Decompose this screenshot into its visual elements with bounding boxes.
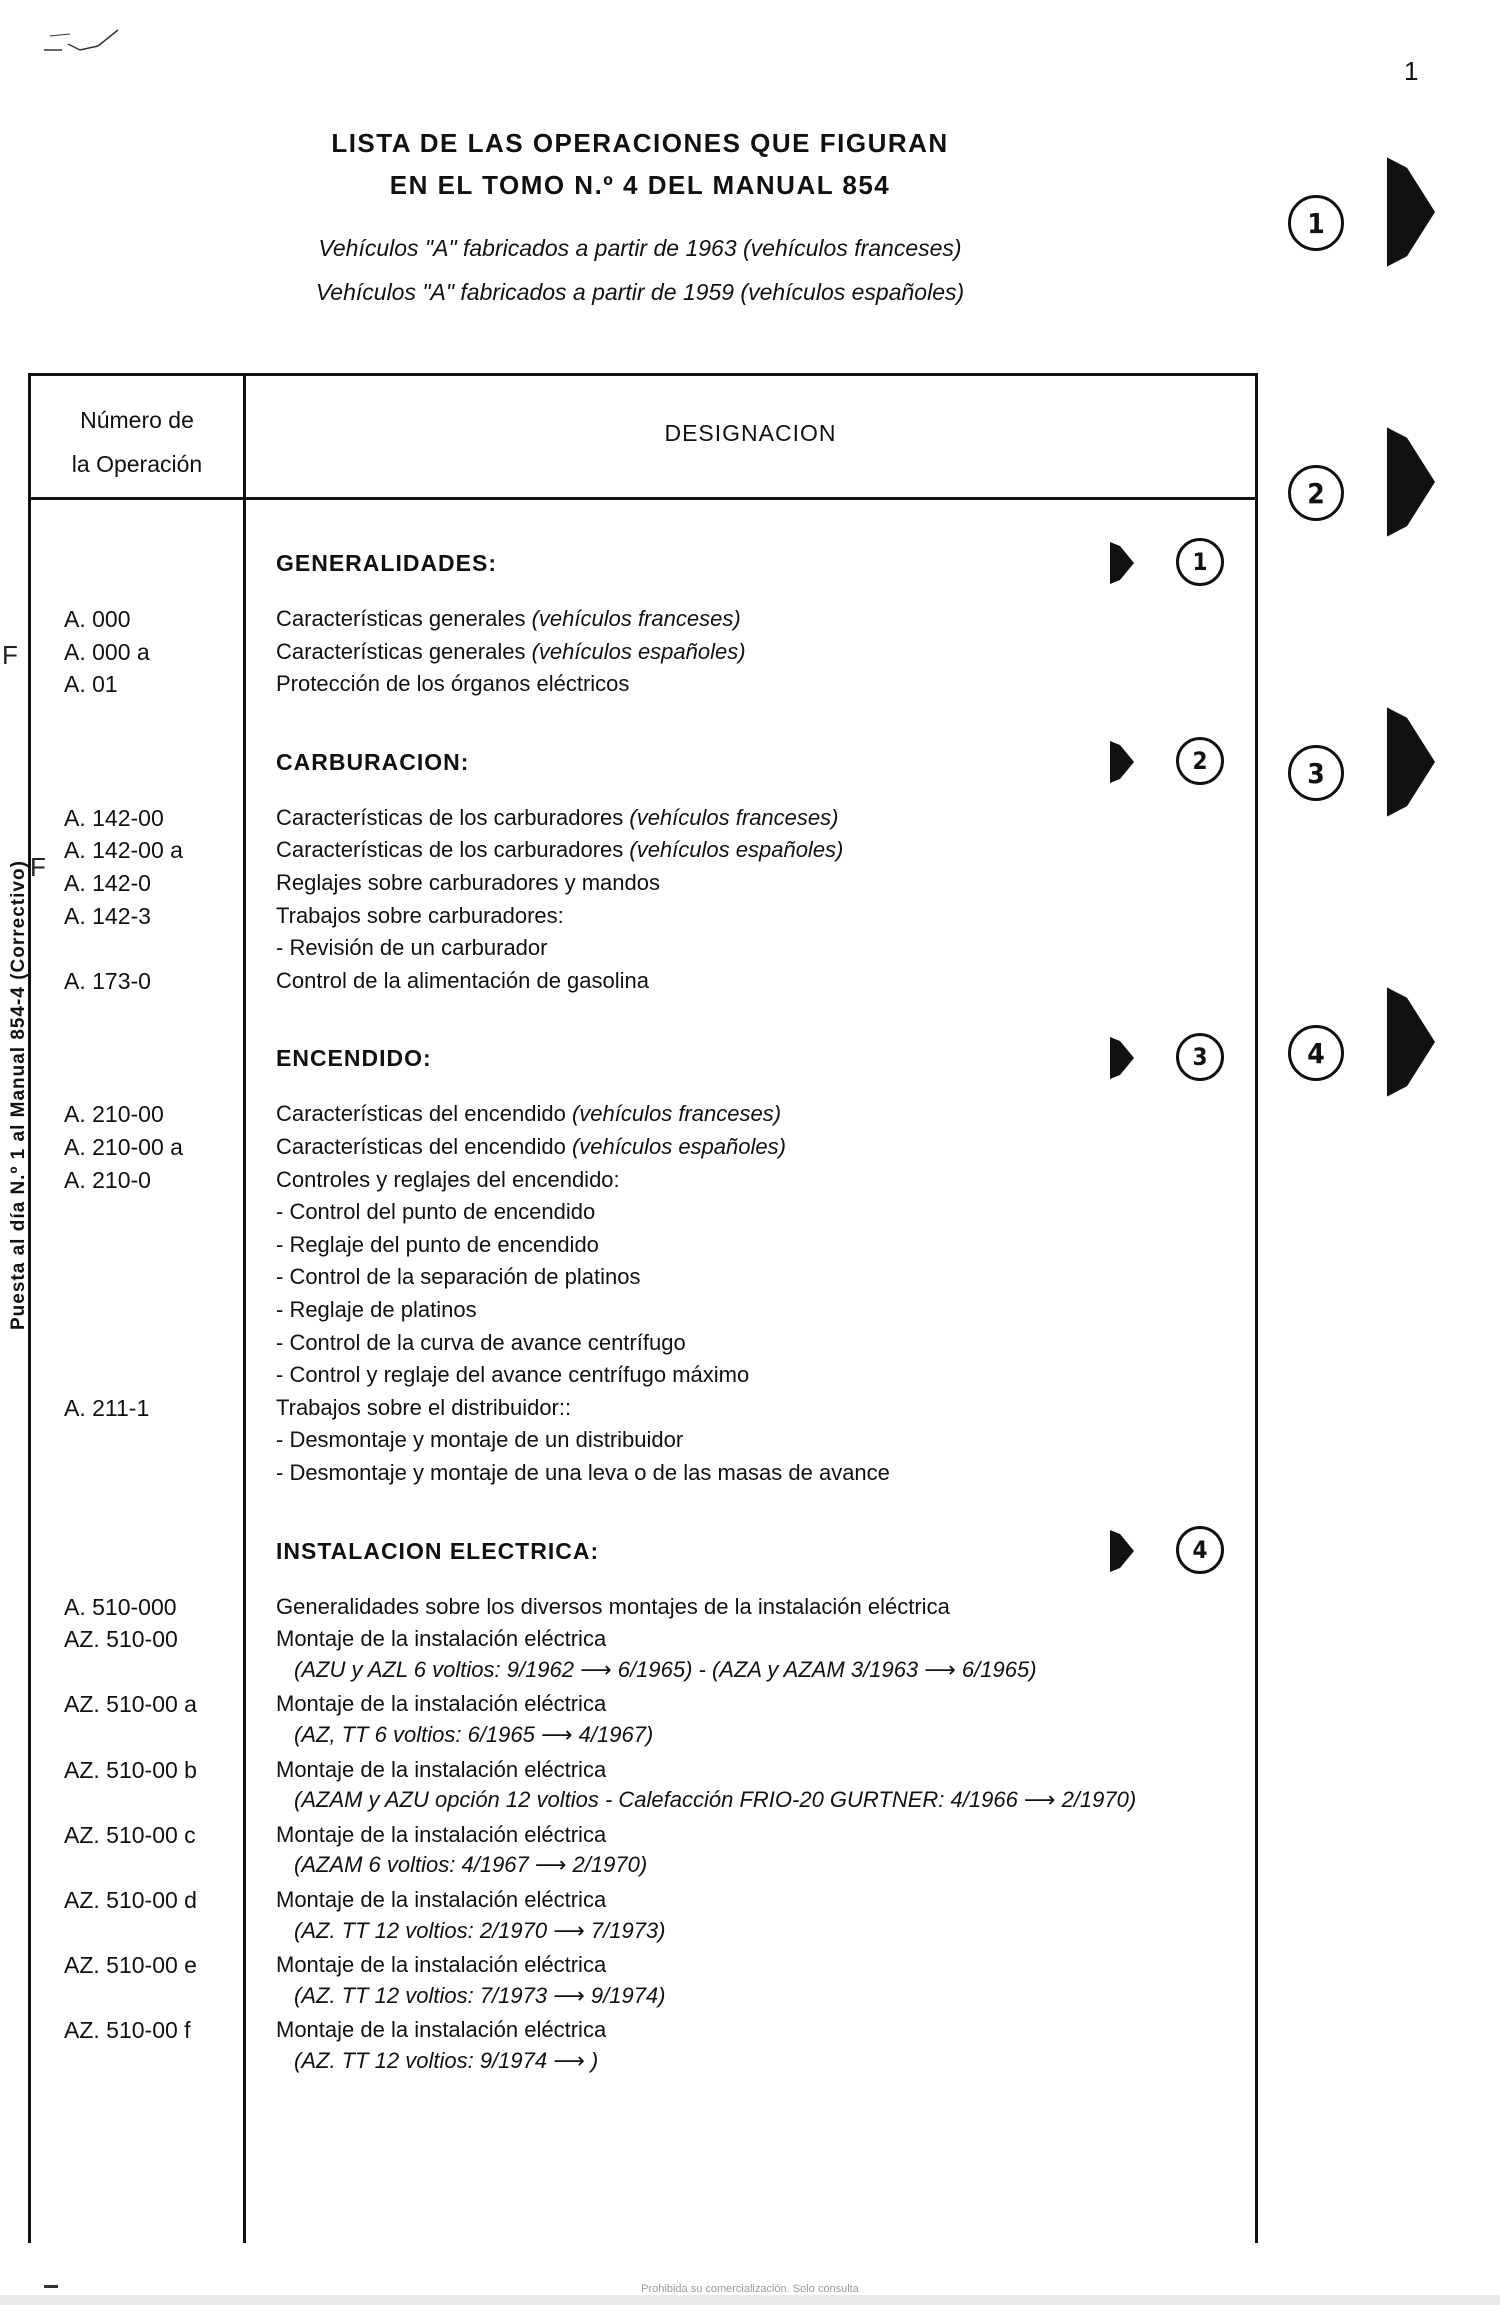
- operation-code: A. 01: [64, 671, 118, 698]
- operation-description-text: Montaje de la instalación eléctrica: [276, 1756, 607, 1782]
- margin-mark: F: [2, 640, 18, 670]
- arrow-right-icon: [1108, 1526, 1136, 1576]
- operation-description-text: - Reglaje de platinos: [276, 1297, 477, 1322]
- operation-description: [276, 1757, 606, 1783]
- operation-description-text: Características generales: [276, 638, 532, 664]
- operation-period-note: (AZ. TT 12 voltios: 9/1974 ⟶ ): [294, 2048, 599, 2073]
- header-number-line2: la Operación: [71, 451, 203, 477]
- operation-code: AZ. 510-00 e: [64, 1952, 197, 1979]
- operation-description: [276, 1887, 606, 1913]
- header-number-line1: Número de: [80, 407, 194, 433]
- section-marker-circle: 4: [1176, 1526, 1224, 1574]
- margin-mark: F: [30, 852, 46, 882]
- operation-code: AZ. 510-00 c: [64, 1821, 196, 1848]
- operation-description: [276, 639, 746, 665]
- number-column: [30, 499, 245, 2244]
- operation-description-text: - Desmontaje y montaje de un distribuidor: [276, 1427, 684, 1453]
- section-title: GENERALIDADES:: [276, 550, 498, 576]
- operation-description-text: Montaje de la instalación eléctrica: [276, 2017, 607, 2043]
- arrow-right-icon: [1383, 697, 1439, 827]
- operation-code: AZ. 510-00 d: [64, 1887, 197, 1913]
- operation-period-note: (AZAM y AZU opción 12 voltios - Calefacción FRIO-20 GURTNER: 4/1966 ⟶ 2/1970): [294, 1787, 1137, 1813]
- operation-code: A. 211-1: [64, 1394, 150, 1421]
- operation-description: [276, 968, 649, 994]
- operation-vehicle-note: (vehículos españoles): [629, 837, 844, 863]
- operation-code: AZ. 510-00 b: [64, 1756, 197, 1783]
- operation-period-note: (AZAM 6 voltios: 4/1967 ⟶ 2/1970): [294, 1852, 648, 1878]
- operation-description-text: Montaje de la instalación eléctrica: [276, 1952, 607, 1978]
- operation-description-text: Características del encendido: [276, 1134, 572, 1159]
- operation-description: [276, 1626, 606, 1652]
- operation-description: [276, 837, 843, 863]
- operation-description: [276, 1691, 606, 1717]
- operation-description: [276, 2017, 606, 2043]
- operation-description-text: Características de los carburadores: [276, 804, 630, 830]
- operation-description-text: Trabajos sobre el distribuidor::: [276, 1394, 572, 1420]
- arrow-right-icon: [1108, 538, 1136, 588]
- operation-description: [276, 1232, 599, 1258]
- operation-description-text: - Control de la separación de platinos: [276, 1264, 641, 1290]
- operation-code: A. 142-00: [64, 804, 164, 831]
- operation-description: [276, 935, 547, 961]
- circled-number-marker: 1: [1288, 195, 1344, 251]
- operation-code: A. 142-00 a: [64, 837, 183, 864]
- operation-description-text: Trabajos sobre carburadores:: [276, 902, 564, 928]
- footer-notice: Prohibida su comercialización. Solo consulta: [641, 2283, 859, 2295]
- operation-code: A. 000: [64, 606, 131, 632]
- operation-description: [276, 1460, 890, 1486]
- header-number-cell: [30, 375, 245, 499]
- page-number: 1: [1404, 56, 1419, 86]
- operation-code: A. 210-00 a: [64, 1134, 183, 1160]
- operation-description-text: - Revisión de un carburador: [276, 935, 548, 961]
- operation-vehicle-note: (vehículos franceses): [571, 1101, 782, 1127]
- operation-code: A. 000 a: [64, 638, 150, 665]
- operation-description: [276, 606, 741, 632]
- operation-code: AZ. 510-00 a: [64, 1691, 197, 1718]
- page-title-line1: LISTA DE LAS OPERACIONES QUE FIGURAN: [331, 128, 949, 158]
- header-designation: DESIGNACION: [664, 420, 837, 446]
- subtitle-line2: Vehículos "A" fabricados a partir de 1959 (vehículos españoles): [315, 279, 965, 305]
- operation-description-text: - Desmontaje y montaje de una leva o de las masas de avance: [276, 1460, 890, 1485]
- operation-description: [276, 1101, 781, 1127]
- operation-description-text: Características del encendido: [276, 1101, 572, 1127]
- operation-description: [276, 1297, 477, 1323]
- operation-description-text: - Control y reglaje del avance centrífugo máximo: [276, 1362, 750, 1388]
- operation-description-text: Control de la alimentación de gasolina: [276, 967, 650, 993]
- subtitle-line1: Vehículos "A" fabricados a partir de 1963 (vehículos franceses): [318, 235, 962, 261]
- operation-description: [276, 903, 564, 929]
- operation-code: A. 210-00: [64, 1101, 164, 1128]
- arrow-right-icon: [1383, 417, 1439, 547]
- operation-description: [276, 1362, 749, 1388]
- section-marker-circle: 2: [1176, 737, 1224, 785]
- operation-description: [276, 671, 629, 697]
- operation-description-text: Montaje de la instalación eléctrica: [276, 1626, 607, 1652]
- circled-number-marker: 2: [1288, 465, 1344, 521]
- arrow-right-icon: [1383, 977, 1439, 1107]
- operation-description: [276, 1264, 640, 1290]
- operation-code: A. 142-3: [64, 902, 151, 929]
- operation-description: [276, 1199, 595, 1225]
- operation-vehicle-note: (vehículos españoles): [531, 638, 746, 664]
- section-title: ENCENDIDO:: [276, 1045, 432, 1072]
- operation-code: AZ. 510-00: [64, 1626, 178, 1653]
- operation-code: A. 173-0: [64, 967, 151, 994]
- operation-period-note: (AZ. TT 12 voltios: 2/1970 ⟶ 7/1973): [294, 1917, 666, 1943]
- circled-number-marker: 3: [1288, 745, 1344, 801]
- operation-description-text: - Reglaje del punto de encendido: [276, 1231, 599, 1257]
- operation-vehicle-note: (vehículos franceses): [629, 804, 839, 830]
- operation-period-note: (AZU y AZL 6 voltios: 9/1962 ⟶ 6/1965) - (AZA y AZAM 3/1963 ⟶ 6/1965): [294, 1656, 1037, 1682]
- operation-code: A. 210-0: [64, 1166, 151, 1193]
- operation-code: A. 510-000: [64, 1593, 177, 1620]
- operation-description: [276, 1134, 786, 1160]
- operation-description-text: Montaje de la instalación eléctrica: [276, 1821, 607, 1847]
- header-designation-cell: [245, 375, 1257, 499]
- vertical-update-note: Puesta al día N.º 1 al Manual 854-4 (Correctivo): [8, 860, 29, 1330]
- page-bottom-edge: [0, 2295, 1500, 2305]
- operation-description: [276, 870, 660, 896]
- operation-code: AZ. 510-00 f: [64, 2017, 191, 2044]
- operation-description-text: Características de los carburadores: [276, 837, 630, 863]
- operation-description-text: Reglajes sobre carburadores y mandos: [276, 870, 660, 895]
- operation-vehicle-note: (vehículos españoles): [571, 1134, 786, 1159]
- operation-description: [276, 1330, 686, 1356]
- operation-vehicle-note: (vehículos franceses): [531, 606, 741, 631]
- operation-description-text: - Control de la curva de avance centrífugo: [276, 1329, 686, 1355]
- operation-description-text: Generalidades sobre los diversos montajes de la instalación eléctrica: [276, 1593, 950, 1619]
- section-title: CARBURACION:: [276, 748, 470, 775]
- operation-period-note: (AZ, TT 6 voltios: 6/1965 ⟶ 4/1967): [294, 1722, 654, 1747]
- operation-description-text: Montaje de la instalación eléctrica: [276, 1691, 607, 1717]
- operation-description: [276, 805, 838, 831]
- operation-description-text: Controles y reglajes del encendido:: [276, 1166, 620, 1192]
- section-marker-circle: 1: [1176, 538, 1224, 586]
- operation-description-text: - Control del punto de encendido: [276, 1199, 596, 1225]
- operation-description: [276, 1427, 683, 1453]
- arrow-right-icon: [1108, 737, 1136, 787]
- pen-scribble-mark: [40, 20, 130, 60]
- section-marker-circle: 3: [1176, 1033, 1224, 1081]
- section-title: INSTALACION ELECTRICA:: [276, 1537, 600, 1564]
- arrow-right-icon: [1108, 1033, 1136, 1083]
- operation-description: [276, 1952, 606, 1978]
- operation-description: [276, 1395, 571, 1421]
- operation-code: A. 142-0: [64, 870, 151, 896]
- operation-description-text: Características generales: [276, 606, 532, 631]
- table-header-row: [30, 375, 1257, 499]
- operation-period-note: (AZ. TT 12 voltios: 7/1973 ⟶ 9/1974): [294, 1982, 666, 2008]
- operation-description: [276, 1594, 950, 1620]
- page-title-line2: EN EL TOMO N.º 4 DEL MANUAL 854: [389, 170, 891, 200]
- operation-description-text: Protección de los órganos eléctricos: [276, 671, 630, 697]
- arrow-right-icon: [1383, 147, 1439, 277]
- operation-description-text: Montaje de la instalación eléctrica: [276, 1887, 607, 1912]
- circled-number-marker: 4: [1288, 1025, 1344, 1081]
- operation-description: [276, 1822, 606, 1848]
- operation-description: [276, 1167, 620, 1193]
